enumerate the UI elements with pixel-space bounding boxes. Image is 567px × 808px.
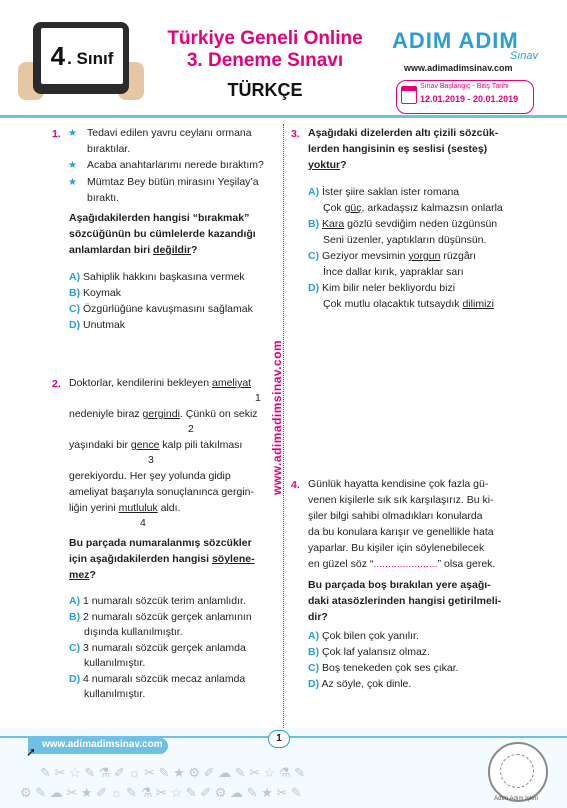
passage-line: nedeniyle biraz gergindi. Çünkü on sekiz: [69, 408, 258, 420]
passage-line: yaşındaki bir gence kalp pili takılması: [69, 439, 243, 451]
passage-line: venen kişilerle sık sık karşılaşırız. Bu ki-: [308, 494, 494, 506]
passage-line: da bu konulara karışır ve genellikle hata: [308, 526, 494, 538]
passage-line: şiler bilgi sahibi olmadıkları konularda: [308, 510, 483, 522]
answer-option-b[interactable]: B) Çok laf yalansız olmaz.: [308, 646, 430, 658]
passage-line: yaparlar. Bu kişiler için söylenebilecek: [308, 542, 485, 554]
vertical-watermark: www.adimadimsinav.com: [270, 339, 284, 495]
question-stem: dir?: [308, 611, 328, 623]
answer-option-a-cont: Çok güç, arkadaşsız kalmazsın onlarla: [323, 202, 503, 214]
passage-line: Günlük hayatta kendisine çok fazla gü-: [308, 478, 489, 490]
question-number: 3.: [291, 128, 300, 140]
answer-option-c[interactable]: C) Boş tenekeden çok ses çıkar.: [308, 662, 459, 674]
header-website: www.adimadimsinav.com: [404, 63, 513, 73]
grade-word: . Sınıf: [67, 49, 114, 68]
question-number: 1.: [52, 128, 61, 140]
question-stem: yoktur?: [308, 159, 347, 171]
answer-option-c[interactable]: C) 3 numaralı sözcük gerçek anlamda: [69, 642, 246, 654]
footer-url[interactable]: www.adimadimsinav.com: [42, 739, 163, 750]
answer-option-a[interactable]: A) İster şiire saklan ister romana: [308, 186, 460, 198]
subject-title: TÜRKÇE: [227, 80, 303, 100]
page-number: 1: [268, 730, 290, 748]
answer-option-d[interactable]: D) 4 numaralı sözcük mecaz anlamda: [69, 673, 246, 685]
star-bullet-icon: ★: [68, 177, 77, 188]
question-stem: sözcüğünün bu cümlelerde kazandığı: [69, 228, 256, 240]
word-number-label: 4: [140, 517, 146, 529]
cursor-arrow-icon: ➚: [26, 745, 37, 759]
question-stem: Bu parçada boş bırakılan yere aşağı-: [308, 579, 491, 591]
exam-date-range: 12.01.2019 - 20.01.2019: [420, 94, 519, 104]
answer-option-d[interactable]: D) Kim bilir neler bekliyordu bizi: [308, 282, 456, 294]
question-stem: Bu parçada numaralanmış sözcükler: [69, 537, 252, 549]
answer-option-b[interactable]: B) Koymak: [69, 287, 121, 299]
answer-option-d-cont: kullanılmıştır.: [84, 688, 146, 700]
answer-option-c-cont: kullanılmıştır.: [84, 657, 146, 669]
star-bullet-icon: ★: [68, 160, 77, 171]
answer-option-c[interactable]: C) Geziyor mevsimin yorgun rüzgârı: [308, 250, 477, 262]
question-number: 4.: [291, 479, 300, 491]
question-stem: anlamlardan biri değildir?: [69, 244, 198, 256]
exam-date-label: Sınav Başlangıç - Bitiş Tarihi: [420, 83, 509, 90]
passage-line: gerekiyordu. Her şey yolunda gidip: [69, 470, 231, 482]
answer-option-d-cont: Çok mutlu olacaktık tutsaydık dilimizi: [323, 298, 494, 310]
answer-option-d[interactable]: D) Unutmak: [69, 319, 126, 331]
answer-option-c-cont: İnce dallar kırık, yapraklar sarı: [323, 266, 464, 278]
question-stem: Aşağıdaki dizelerden altı çizili sözcük-: [308, 127, 499, 139]
seal-caption: Adım Adım İşleri: [494, 796, 538, 802]
question-stem: lerden hangisinin eş seslisi (sesteş): [308, 143, 488, 155]
bullet-sentence: Tedavi edilen yavru ceylanı ormana: [87, 127, 252, 139]
bullet-sentence: bıraktı.: [87, 192, 120, 204]
answer-option-b-cont: Seni üzenler, yaptıkların düşünsün.: [323, 234, 487, 246]
calendar-icon: [401, 86, 417, 104]
passage-line: Doktorlar, kendilerini bekleyen ameliyat: [69, 377, 252, 389]
word-number-label: 2: [188, 423, 194, 435]
bullet-sentence: Mümtaz Bey bütün mirasını Yeşilay’a: [87, 176, 259, 188]
word-number-label: 1: [255, 392, 261, 404]
passage-line: ameliyat başarıyla sonuçlanınca gergin-: [69, 486, 255, 498]
bullet-sentence: Acaba anahtarlarımı nerede bıraktım?: [87, 159, 264, 171]
grade-number: 4: [50, 40, 66, 71]
answer-option-b[interactable]: B) Kara gözlü sevdiğim neden üzgünsün: [308, 218, 498, 230]
answer-option-b-cont: dışında kullanılmıştır.: [84, 626, 183, 638]
header-divider: [0, 115, 567, 118]
logo-sub-text: Sınav: [509, 50, 538, 62]
answer-option-c[interactable]: C) Özgürlüğüne kavuşmasını sağlamak: [69, 303, 253, 315]
logo-main-text: ADIM ADIM: [392, 28, 519, 53]
answer-option-d[interactable]: D) Az söyle, çok dinle.: [308, 678, 412, 690]
answer-option-a[interactable]: A) 1 numaralı sözcük terim anlamlıdır.: [69, 595, 246, 607]
question-number: 2.: [52, 378, 61, 390]
question-stem: daki atasözlerinden hangisi getirilmeli-: [308, 595, 502, 607]
exam-title-line1: Türkiye Geneli Online: [167, 28, 363, 49]
seal-logo: [488, 742, 548, 802]
answer-option-b[interactable]: B) 2 numaralı sözcük gerçek anlamının: [69, 611, 252, 623]
question-stem: için aşağıdakilerden hangisi söylene-: [69, 553, 255, 565]
passage-line: liğin yerini mutluluk aldı.: [69, 502, 181, 514]
bullet-sentence: bıraktılar.: [87, 143, 131, 155]
passage-line: en güzel söz “......................” olsa gerek.: [308, 558, 496, 570]
star-bullet-icon: ★: [68, 128, 77, 139]
question-stem: mez?: [69, 569, 96, 581]
blank-placeholder: ......................: [373, 558, 438, 570]
pencil-doodle-icon: ✎ ✂ ☆ ✎ ⚗ ✐ ☼ ✂ ✎ ★ ⚙ ✐ ☁ ✎ ✂ ☆ ⚗ ✎: [40, 765, 306, 780]
answer-option-a[interactable]: A) Çok bilen çok yanılır.: [308, 630, 419, 642]
brand-logo: [392, 28, 542, 62]
school-doodle-icon: ⚙ ✎ ☁ ✂ ★ ✐ ☼ ✎ ⚗ ✂ ☆ ✎ ✐ ⚙ ☁ ✎ ★ ✂ ✎: [20, 785, 302, 800]
exam-title-line2: 3. Deneme Sınavı: [186, 50, 344, 71]
grade-badge: [41, 28, 123, 84]
question-stem: Aşağıdakilerden hangisi “bırakmak”: [69, 212, 250, 224]
word-number-label: 3: [148, 454, 154, 466]
answer-option-a[interactable]: A) Sahiplik hakkını başkasına vermek: [69, 271, 245, 283]
